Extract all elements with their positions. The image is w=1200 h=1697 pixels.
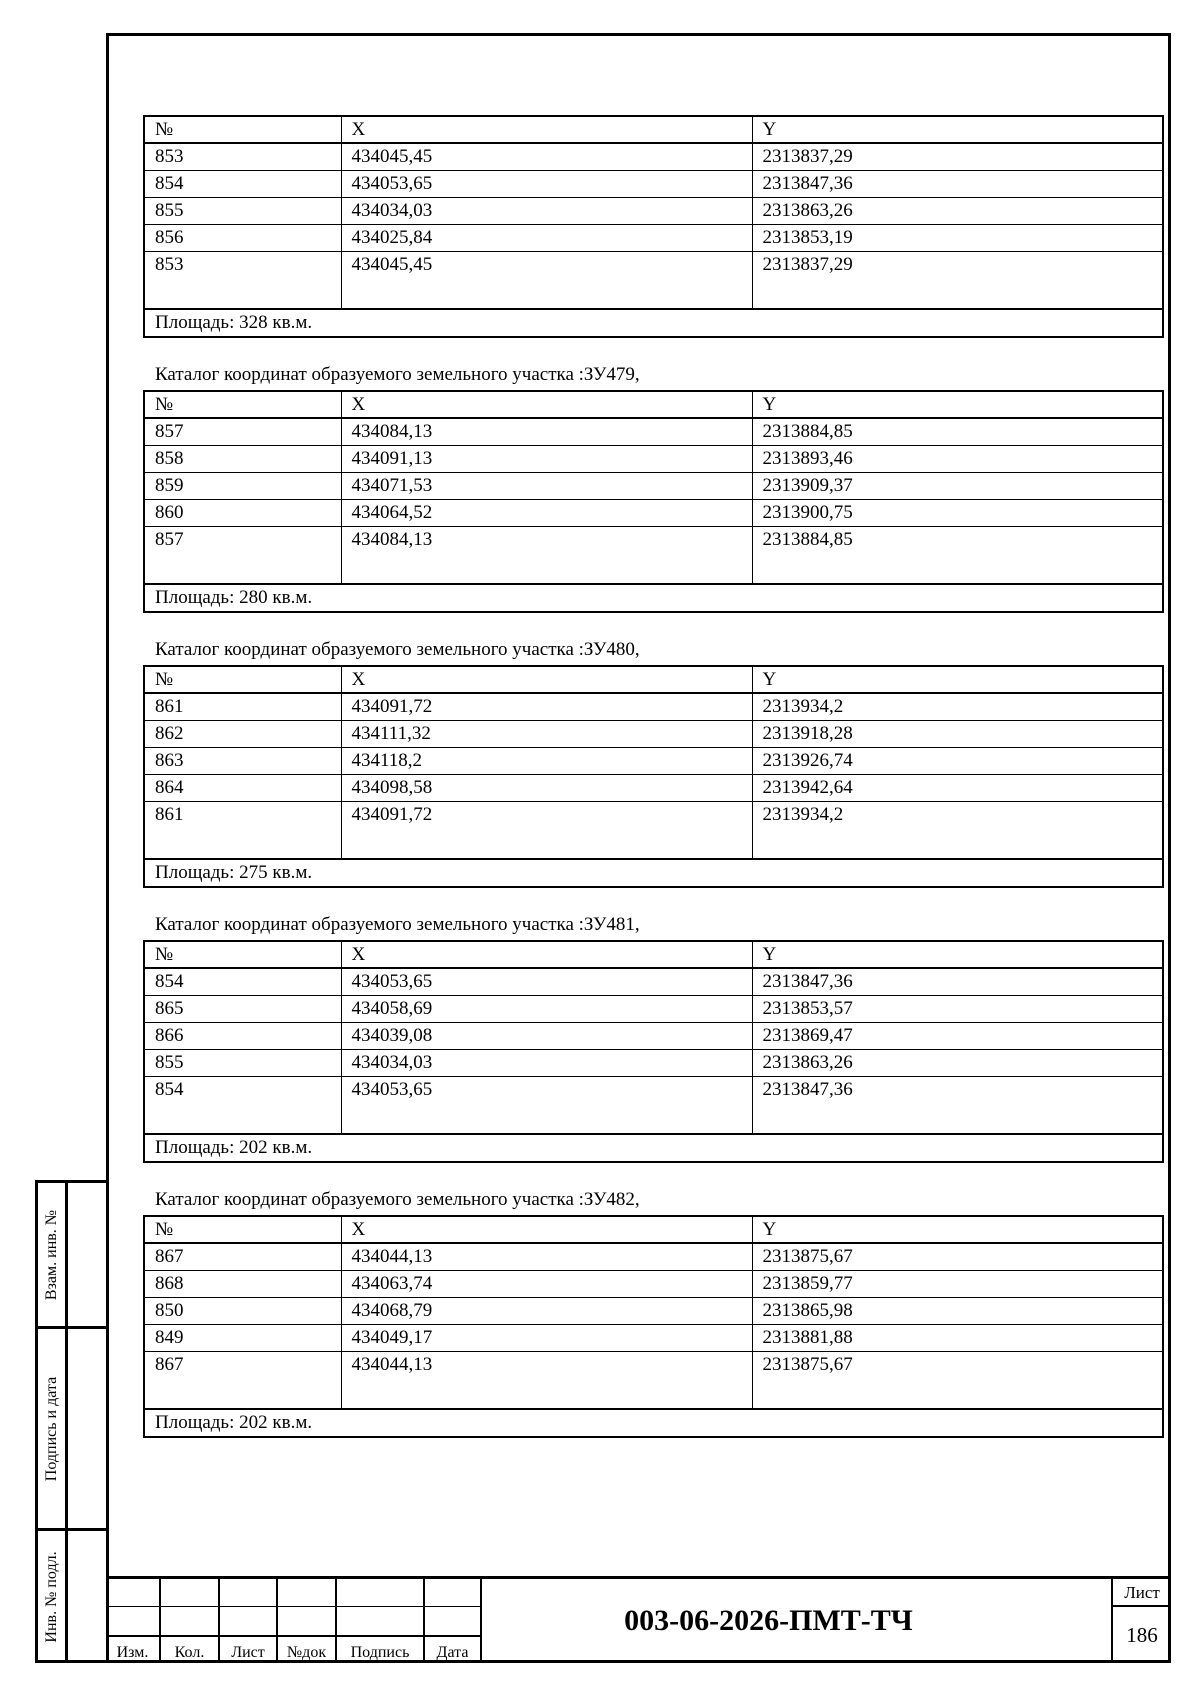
header-y: Y <box>752 666 1163 693</box>
side-cell-podpis <box>38 1326 106 1528</box>
coord-y: 2313893,46 <box>752 445 1163 472</box>
coord-y: 2313926,74 <box>752 747 1163 774</box>
page-content <box>143 115 1162 1464</box>
coord-x: 434084,13 <box>341 526 752 584</box>
col-podpis: Подпись <box>350 1644 410 1661</box>
coord-x: 434064,52 <box>341 499 752 526</box>
table-row <box>144 968 1163 995</box>
sheet-label: Лист <box>1113 1579 1171 1607</box>
coord-y: 2313884,85 <box>752 418 1163 445</box>
coord-x: 434098,58 <box>341 774 752 801</box>
header-num: № <box>144 116 341 143</box>
header-num: № <box>144 1216 341 1243</box>
coord-y: 2313875,67 <box>752 1351 1163 1409</box>
point-num: 865 <box>144 995 341 1022</box>
coord-y: 2313934,2 <box>752 693 1163 720</box>
coord-table <box>143 390 1164 613</box>
header-y: Y <box>752 1216 1163 1243</box>
coord-block <box>143 1189 1162 1438</box>
coord-y: 2313863,26 <box>752 197 1163 224</box>
col-list: Лист <box>231 1644 265 1661</box>
area-text: Площадь: 280 кв.м. <box>144 584 1163 612</box>
table-row <box>144 526 1163 584</box>
point-num: 856 <box>144 224 341 251</box>
area-row <box>144 1409 1163 1437</box>
catalog-caption: Каталог координат образуемого земельного участка :ЗУ482, <box>155 1189 640 1210</box>
table-header-row <box>144 666 1163 693</box>
col-ndok: №док <box>286 1644 327 1661</box>
side-label-vzam-inv: Взам. инв. № <box>42 1209 60 1300</box>
header-x: X <box>341 391 752 418</box>
coord-x: 434091,72 <box>341 801 752 859</box>
point-num: 867 <box>144 1243 341 1270</box>
coord-x: 434044,13 <box>341 1351 752 1409</box>
table-row <box>144 1270 1163 1297</box>
coord-x: 434058,69 <box>341 995 752 1022</box>
coord-x: 434071,53 <box>341 472 752 499</box>
coord-x: 434039,08 <box>341 1022 752 1049</box>
table-row <box>144 197 1163 224</box>
point-num: 850 <box>144 1297 341 1324</box>
point-num: 861 <box>144 693 341 720</box>
side-label-inv-podl: Инв. № подл. <box>42 1551 60 1643</box>
col-data: Дата <box>436 1644 469 1661</box>
table-row <box>144 1076 1163 1134</box>
point-num: 855 <box>144 1049 341 1076</box>
coord-y: 2313884,85 <box>752 526 1163 584</box>
point-num: 853 <box>144 251 341 309</box>
point-num: 855 <box>144 197 341 224</box>
point-num: 868 <box>144 1270 341 1297</box>
coord-x: 434111,32 <box>341 720 752 747</box>
coord-x: 434091,13 <box>341 445 752 472</box>
header-num: № <box>144 666 341 693</box>
col-izm: Изм. <box>116 1644 149 1661</box>
coord-x: 434045,45 <box>341 251 752 309</box>
side-cell-vzam <box>38 1183 106 1326</box>
point-num: 854 <box>144 968 341 995</box>
catalog-caption: Каталог координат образуемого земельного участка :ЗУ481, <box>155 914 640 935</box>
coord-x: 434045,45 <box>341 143 752 170</box>
coord-x: 434118,2 <box>341 747 752 774</box>
coord-table <box>143 1215 1164 1438</box>
point-num: 863 <box>144 747 341 774</box>
coord-x: 434053,65 <box>341 170 752 197</box>
header-x: X <box>341 666 752 693</box>
table-row <box>144 1243 1163 1270</box>
point-num: 858 <box>144 445 341 472</box>
side-label-podpis-data: Подпись и дата <box>42 1376 60 1481</box>
table-row <box>144 693 1163 720</box>
table-row <box>144 1324 1163 1351</box>
area-row <box>144 859 1163 887</box>
point-num: 849 <box>144 1324 341 1351</box>
coord-block <box>143 639 1162 888</box>
point-num: 857 <box>144 418 341 445</box>
table-row <box>144 224 1163 251</box>
table-row <box>144 445 1163 472</box>
coord-y: 2313847,36 <box>752 968 1163 995</box>
coord-x: 434053,65 <box>341 1076 752 1134</box>
table-row <box>144 1351 1163 1409</box>
coord-x: 434025,84 <box>341 224 752 251</box>
coord-y: 2313875,67 <box>752 1243 1163 1270</box>
point-num: 854 <box>144 1076 341 1134</box>
header-num: № <box>144 941 341 968</box>
point-num: 857 <box>144 526 341 584</box>
catalog-caption: Каталог координат образуемого земельного участка :ЗУ480, <box>155 639 640 660</box>
point-num: 867 <box>144 1351 341 1409</box>
coord-y: 2313909,37 <box>752 472 1163 499</box>
side-stamp <box>35 1180 106 1663</box>
table-row <box>144 499 1163 526</box>
table-row <box>144 774 1163 801</box>
table-header-row <box>144 1216 1163 1243</box>
point-num: 854 <box>144 170 341 197</box>
coord-x: 434084,13 <box>341 418 752 445</box>
table-row <box>144 720 1163 747</box>
table-row <box>144 170 1163 197</box>
table-header-row <box>144 391 1163 418</box>
table-row <box>144 251 1163 309</box>
table-row <box>144 1022 1163 1049</box>
coord-x: 434068,79 <box>341 1297 752 1324</box>
table-row <box>144 1049 1163 1076</box>
side-cell-inv-podl <box>38 1528 106 1663</box>
coord-block <box>143 364 1162 613</box>
coord-y: 2313853,57 <box>752 995 1163 1022</box>
sheet-box <box>1111 1579 1171 1663</box>
coord-y: 2313900,75 <box>752 499 1163 526</box>
coord-y: 2313918,28 <box>752 720 1163 747</box>
coord-x: 434091,72 <box>341 693 752 720</box>
table-row <box>144 472 1163 499</box>
coord-y: 2313837,29 <box>752 143 1163 170</box>
coord-x: 434044,13 <box>341 1243 752 1270</box>
coord-x: 434034,03 <box>341 197 752 224</box>
header-num: № <box>144 391 341 418</box>
table-row <box>144 1297 1163 1324</box>
area-text: Площадь: 328 кв.м. <box>144 309 1163 337</box>
coord-y: 2313869,47 <box>752 1022 1163 1049</box>
revision-grid <box>106 1579 476 1663</box>
header-y: Y <box>752 391 1163 418</box>
area-row <box>144 584 1163 612</box>
coord-y: 2313863,26 <box>752 1049 1163 1076</box>
document-code: 003-06-2026-ПМТ-ТЧ <box>624 1604 913 1637</box>
table-row <box>144 143 1163 170</box>
coord-block <box>143 115 1162 338</box>
coord-y: 2313865,98 <box>752 1297 1163 1324</box>
coord-y: 2313859,77 <box>752 1270 1163 1297</box>
coord-y: 2313847,36 <box>752 170 1163 197</box>
point-num: 853 <box>144 143 341 170</box>
table-row <box>144 418 1163 445</box>
coord-x: 434053,65 <box>341 968 752 995</box>
coord-y: 2313847,36 <box>752 1076 1163 1134</box>
point-num: 860 <box>144 499 341 526</box>
area-text: Площадь: 275 кв.м. <box>144 859 1163 887</box>
coord-y: 2313853,19 <box>752 224 1163 251</box>
table-header-row <box>144 116 1163 143</box>
coord-table <box>143 115 1164 338</box>
point-num: 861 <box>144 801 341 859</box>
coord-y: 2313942,64 <box>752 774 1163 801</box>
area-row <box>144 309 1163 337</box>
col-kol: Кол. <box>174 1644 205 1661</box>
coord-x: 434034,03 <box>341 1049 752 1076</box>
table-row <box>144 747 1163 774</box>
point-num: 864 <box>144 774 341 801</box>
coord-x: 434049,17 <box>341 1324 752 1351</box>
title-block <box>106 1576 1171 1663</box>
coord-y: 2313934,2 <box>752 801 1163 859</box>
point-num: 859 <box>144 472 341 499</box>
coord-y: 2313881,88 <box>752 1324 1163 1351</box>
area-text: Площадь: 202 кв.м. <box>144 1409 1163 1437</box>
table-header-row <box>144 941 1163 968</box>
header-y: Y <box>752 941 1163 968</box>
coord-x: 434063,74 <box>341 1270 752 1297</box>
table-row <box>144 995 1163 1022</box>
area-row <box>144 1134 1163 1162</box>
header-x: X <box>341 1216 752 1243</box>
catalog-caption: Каталог координат образуемого земельного участка :ЗУ479, <box>155 364 640 385</box>
header-x: X <box>341 116 752 143</box>
coord-y: 2313837,29 <box>752 251 1163 309</box>
area-text: Площадь: 202 кв.м. <box>144 1134 1163 1162</box>
coord-block <box>143 914 1162 1163</box>
point-num: 866 <box>144 1022 341 1049</box>
table-row <box>144 801 1163 859</box>
coord-table <box>143 940 1164 1163</box>
point-num: 862 <box>144 720 341 747</box>
sheet-number: 186 <box>1126 1623 1158 1647</box>
header-y: Y <box>752 116 1163 143</box>
header-x: X <box>341 941 752 968</box>
coord-table <box>143 665 1164 888</box>
